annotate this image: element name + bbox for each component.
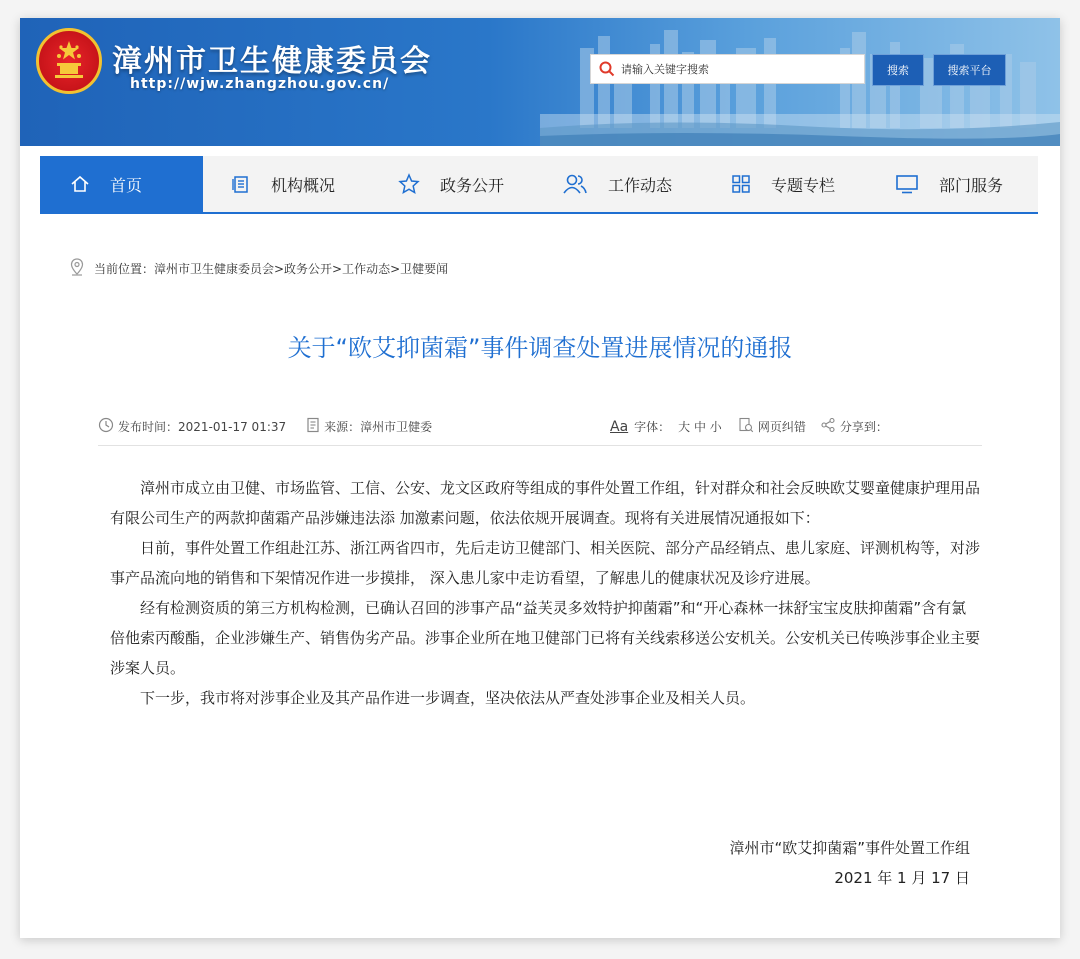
document-icon — [231, 174, 251, 194]
national-emblem-icon — [36, 28, 102, 94]
grid-icon — [731, 174, 751, 194]
breadcrumb — [70, 258, 448, 279]
breadcrumb-text[interactable]: 当前位置：漳州市卫生健康委员会>政务公开>工作动态>卫健要闻 — [94, 262, 449, 276]
error-report-link[interactable]: 网页纠错 — [757, 420, 806, 434]
site-title: 漳州市卫生健康委员会 — [112, 44, 432, 79]
share-label[interactable]: 分享到： — [839, 420, 888, 434]
article-source: 来源：漳州市卫健委 — [324, 420, 433, 434]
nav-label: 工作动态 — [608, 175, 673, 195]
signature-org: 漳州市“欧艾抑菌霜”事件处置工作组 — [729, 839, 970, 857]
monitor-icon — [895, 174, 919, 194]
search-input[interactable] — [619, 62, 853, 77]
article-paragraph: 日前，事件处置工作组赴江苏、浙江两省四市，先后走访卫健部门、相关医院、部分产品经销点、患儿家庭、评测机构等，对涉事产品流向地的销售和下架情况作进一步摸排， 深入患儿家中走访看望，了解患儿的健康状况及诊疗进展。 — [110, 539, 981, 587]
location-pin-icon — [70, 258, 84, 279]
nav-label: 机构概况 — [271, 175, 336, 195]
page-frame — [20, 18, 1060, 938]
error-report-icon — [738, 417, 754, 436]
star-icon — [398, 173, 420, 195]
article-paragraph: 经有检测资质的第三方机构检测，已确认召回的涉事产品“益芙灵多效特护抑菌霜”和“开心森林一抹舒宝宝皮肤抑菌霜”含有氯倍他索丙酸酯，企业涉嫌生产、销售伪劣产品。涉事企业所在地卫健部门已将有关线索移送公安机关。公安机关已传唤涉事企业主要涉案人员。 — [110, 599, 981, 677]
article-paragraph: 漳州市成立由卫健、市场监管、工信、公安、龙文区政府等组成的事件处置工作组，针对群众和社会反映欧艾婴童健康护理用品有限公司生产的两款抑菌霜产品涉嫌违法添 加激素问题，依法依规开展调查。现将有关进展情况通报如下： — [110, 479, 981, 527]
article-meta — [98, 415, 982, 446]
nav-label: 专题专栏 — [771, 175, 836, 195]
nav-item-organization[interactable] — [203, 156, 370, 212]
search-icon — [599, 61, 615, 77]
share-icon — [820, 417, 836, 436]
search-box — [590, 54, 865, 84]
nav-label: 政务公开 — [440, 175, 505, 195]
nav-label: 首页 — [110, 175, 143, 195]
site-header — [20, 18, 1060, 146]
search-platform-button[interactable]: 搜索平台 — [933, 54, 1006, 86]
users-icon — [562, 173, 588, 195]
nav-item-work-news[interactable] — [534, 156, 701, 212]
main-nav — [40, 156, 1038, 214]
article-body — [110, 473, 980, 713]
nav-label: 部门服务 — [939, 175, 1004, 195]
home-icon — [70, 174, 90, 194]
article-signature-block — [729, 833, 970, 893]
article-paragraph: 下一步，我市将对涉事企业及其产品作进一步调查，坚决依法从严查处涉事企业及相关人员。 — [140, 689, 756, 707]
article-title: 关于“欧艾抑菌霜”事件调查处置进展情况的通报 — [287, 334, 793, 362]
site-url[interactable]: http://wjw.zhangzhou.gov.cn/ — [130, 76, 390, 92]
nav-item-home[interactable] — [40, 156, 203, 212]
clock-icon — [98, 417, 114, 436]
font-label: 字体： — [634, 420, 671, 434]
source-document-icon — [306, 417, 320, 436]
signature-date: 2021 年 1 月 17 日 — [834, 869, 970, 887]
publish-time: 发布时间：2021-01-17 01:37 — [118, 420, 287, 434]
font-size-icon: Aa — [610, 418, 629, 435]
nav-item-department-services[interactable] — [865, 156, 1038, 212]
nav-item-special-topics[interactable] — [701, 156, 865, 212]
nav-item-government-affairs[interactable] — [370, 156, 534, 212]
search-button[interactable]: 搜索 — [872, 54, 924, 86]
font-size-options[interactable]: 大 中 小 — [678, 420, 722, 434]
